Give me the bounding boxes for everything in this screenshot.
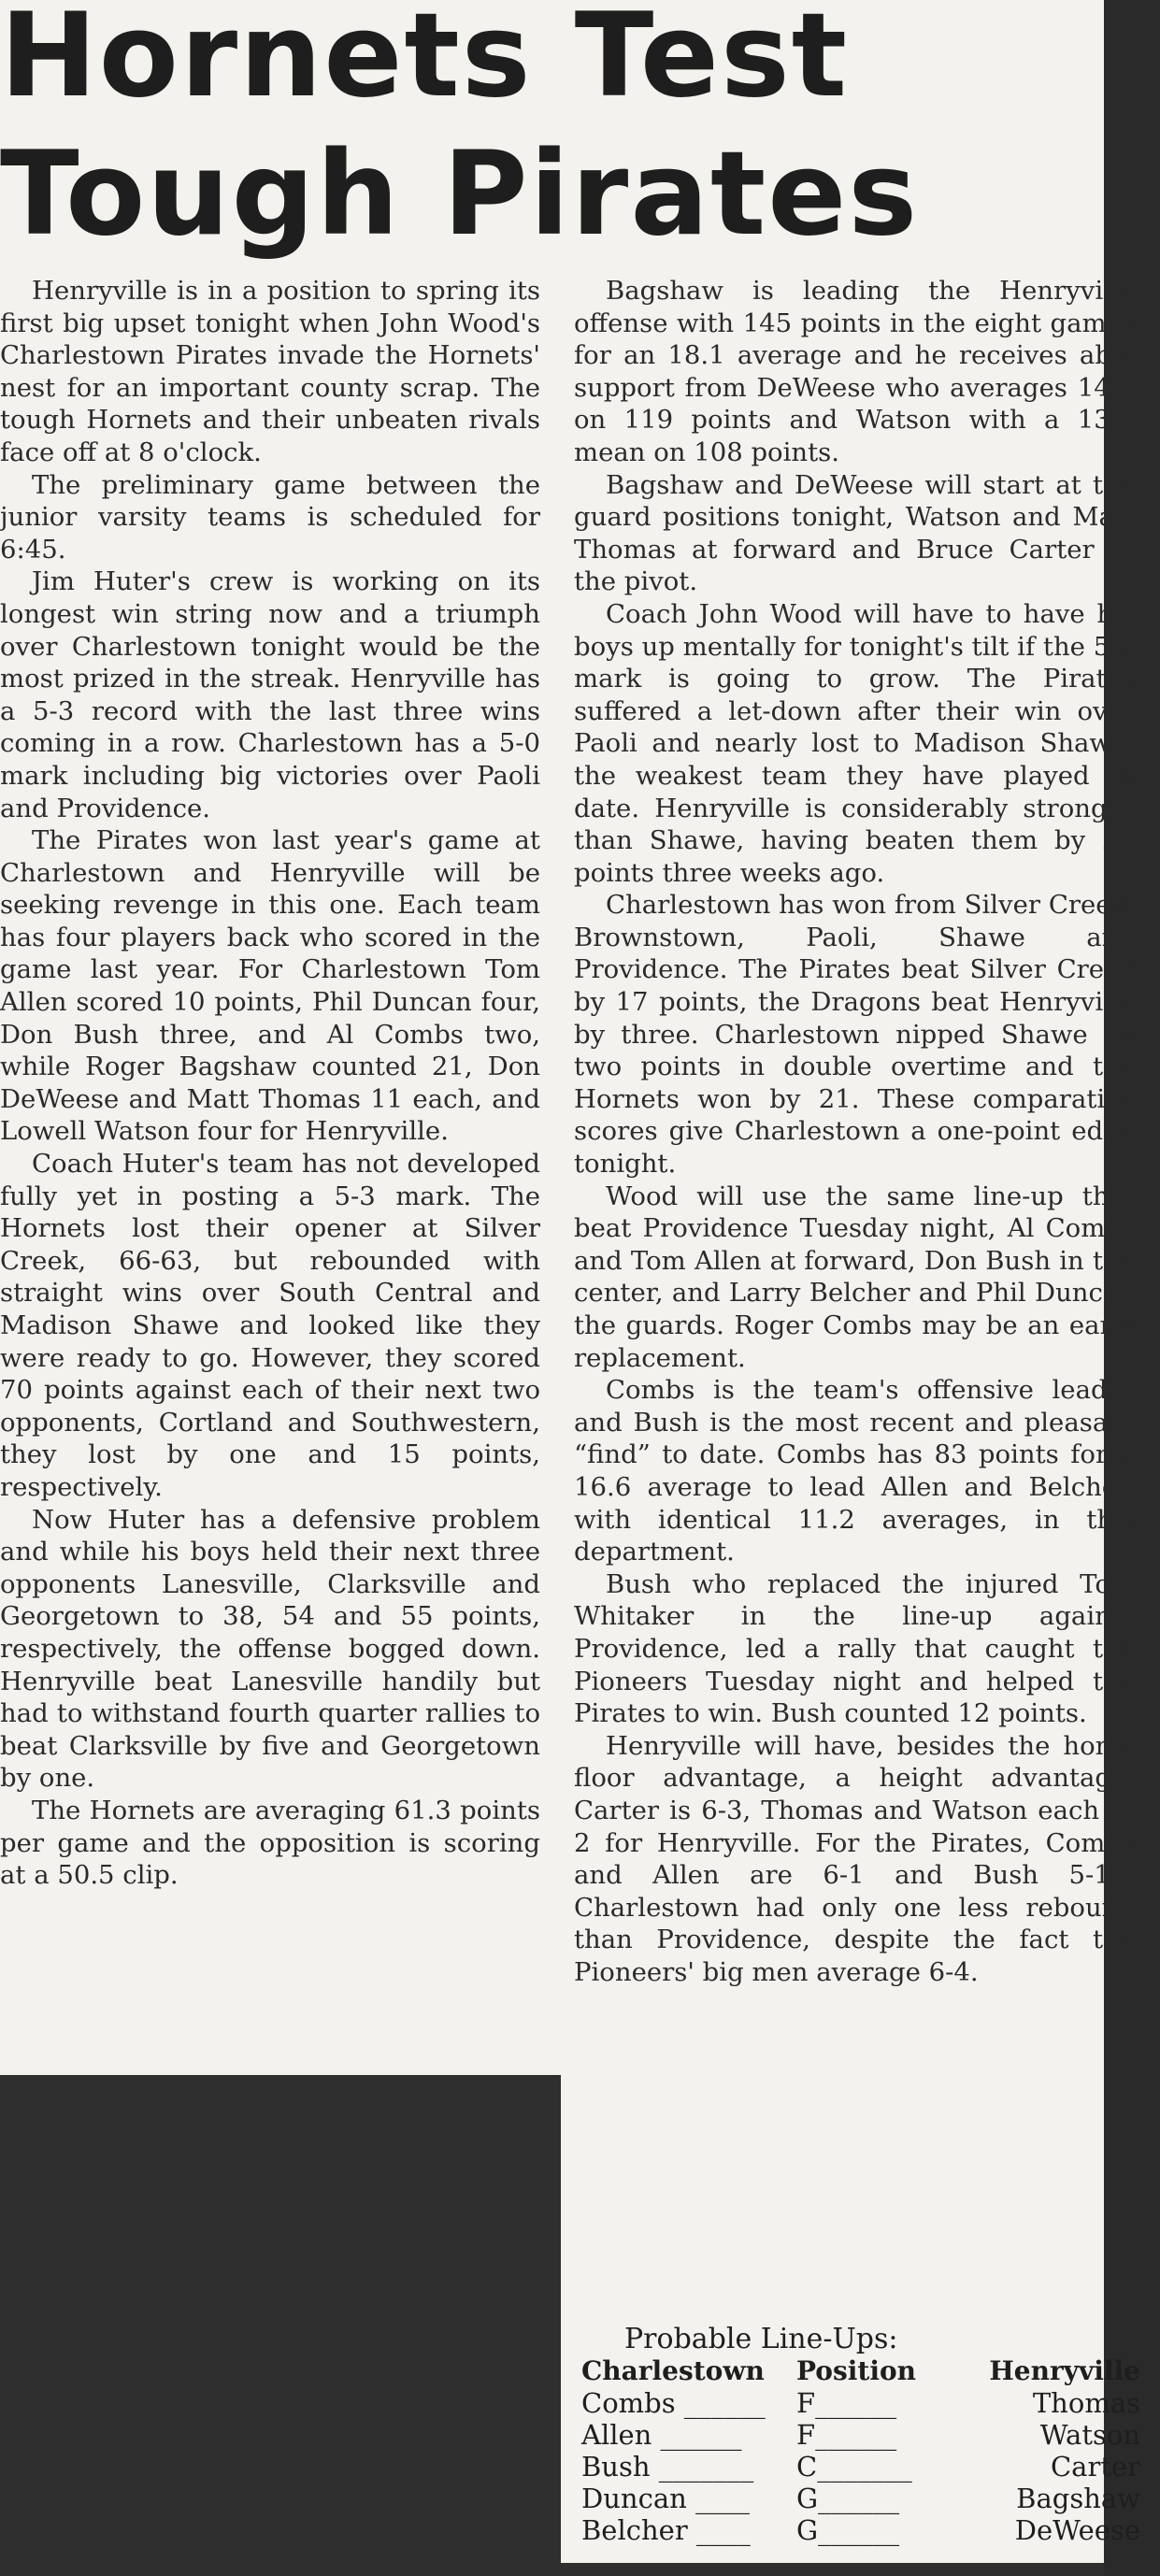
lineup-row [581,2514,1140,2546]
paragraph: Bush who replaced the injured Tom Whitaker in the line-up against Providence, led a rally that caught the Pioneers Tuesday night and helped the Pirates to win. Bush counted 12 points. [574,1568,1135,1729]
henryville-player: Bagshaw [1016,2483,1140,2514]
header-henryville: Henryville [989,2355,1140,2386]
paragraph: Coach John Wood will have to have his boys up mentally for tonight's tilt if the 5-0 mark is going to grow. The Pirates suffered a let-down after their win over Paoli and nearly lost to Madison Shawe, the weakest team they have played to date. Henryville is considerably stronger than Shawe, having beaten them by 21 points three weeks ago. [574,598,1135,888]
lineups-title: Probable Line-Ups: [624,2323,898,2355]
paragraph: Charlestown has won from Silver Creek, Brownstown, Paoli, Shawe and Providence. The Pirates beat Silver Creek by 17 points, the Dragons beat Henryville by three. Charlestown nipped Shawe by two points in double overtime and the Hornets won by 21. These comparative scores give Charlestown a one-point edge tonight. [574,890,1135,1180]
paragraph: Combs is the team's offensive leader and Bush is the most recent and pleasant “find” to date. Combs has 83 points for a 16.6 average to lead Allen and Belcher, with identical 11.2 averages, in this department. [574,1375,1135,1567]
lineup-row [581,2451,1140,2483]
article-left-column [0,275,540,1892]
charlestown-player: Belcher ____ [581,2514,751,2546]
paragraph: Bagshaw is leading the Henryville offense with 145 points in the eight games for an 18.1 average and he receives able support from DeWeese who averages 14.9 on 119 points and Watson with a 13.5 mean on 108 points. [574,276,1135,467]
headline: Hornets Test Tough Pirates [0,0,920,262]
paragraph: Jim Huter's crew is working on its longest win string now and a triumph over Charlestown tonight would be the most prized in the streak. Henryville has a 5-3 record with the last three wins coming in a row. Charlestown has a 5-0 mark including big victories over Paoli and Providence. [0,566,540,823]
paragraph: Coach Huter's team has not developed fully yet in posting a 5-3 mark. The Hornets lost their opener at Silver Creek, 66-63, but rebounded with straight wins over South Central and Madison Shawe and looked like they were ready to go. However, they scored 70 points against each of their next two opponents, Cortland and Southwestern, they lost by one and 15 points, respectively. [0,1149,540,1502]
paragraph: Henryville will have, besides the home floor advantage, a height advantage. Carter is 6-3, Thomas and Watson each 6-2 for Henryville. For the Pirates, Combs and Allen are 6-1 and Bush 5-11. Charlestown had only one less rebound than Providence, despite the fact the Pioneers' big men average 6-4. [574,1730,1135,1987]
lineups-header [581,2355,1140,2387]
charlestown-player: Bush _______ [581,2451,754,2483]
lineup-row [581,2419,1140,2451]
position: F______ [796,2419,897,2451]
paragraph: Henryville is in a position to spring its first big upset tonight when John Wood's Charlestown Pirates invade the Hornets' nest for an important county scrap. The tough Hornets and their unbeaten rivals face off at 8 o'clock. [0,276,540,467]
paragraph: The Hornets are averaging 61.3 points per game and the opposition is scoring at a 50.5 clip. [0,1795,540,1891]
article-right-column [574,275,1135,1988]
header-position: Position [796,2355,916,2386]
position: F______ [796,2387,897,2419]
paragraph: Bagshaw and DeWeese will start at the guard positions tonight, Watson and Matt Thomas at forward and Bruce Carter in the pivot. [574,469,1135,597]
lineup-row [581,2483,1140,2514]
charlestown-player: Duncan ____ [581,2483,751,2514]
henryville-player: Carter [1050,2451,1140,2483]
henryville-player: Watson [1039,2419,1140,2451]
charlestown-player: Allen ______ [581,2419,742,2451]
henryville-player: Thomas [1032,2387,1140,2419]
paragraph: The preliminary game between the junior varsity teams is scheduled for 6:45. [0,469,540,565]
paragraph: Now Huter has a defensive problem and while his boys held their next three opponents Lanesville, Clarksville and Georgetown to 38, 54 and 55 points, respectively, the offense bogged down. Henryville beat Lanesville handily but had to withstand fourth quarter rallies to beat Clarksville by five and Georgetown by one. [0,1504,540,1794]
lineup-row [581,2387,1140,2419]
position: G______ [796,2514,900,2546]
charlestown-player: Combs ______ [581,2387,766,2419]
header-charlestown: Charlestown [581,2355,765,2386]
position: G______ [796,2483,900,2514]
paragraph: Wood will use the same line-up that beat Providence Tuesday night, Al Combs and Tom Allen at forward, Don Bush in the center, and Larry Belcher and Phil Duncan the guards. Roger Combs may be an early replacement. [574,1181,1135,1373]
henryville-player: DeWeese [1014,2514,1140,2546]
paragraph: The Pirates won last year's game at Charlestown and Henryville will be seeking revenge in this one. Each team has four players back who scored in the game last year. For Charlestown Tom Allen scored 10 points, Phil Duncan four, Don Bush three, and Al Combs two, while Roger Bagshaw counted 21, Don DeWeese and Matt Thomas 11 each, and Lowell Watson four for Henryville. [0,825,540,1147]
probable-lineups [581,2324,1140,2546]
position: C_______ [796,2451,912,2483]
